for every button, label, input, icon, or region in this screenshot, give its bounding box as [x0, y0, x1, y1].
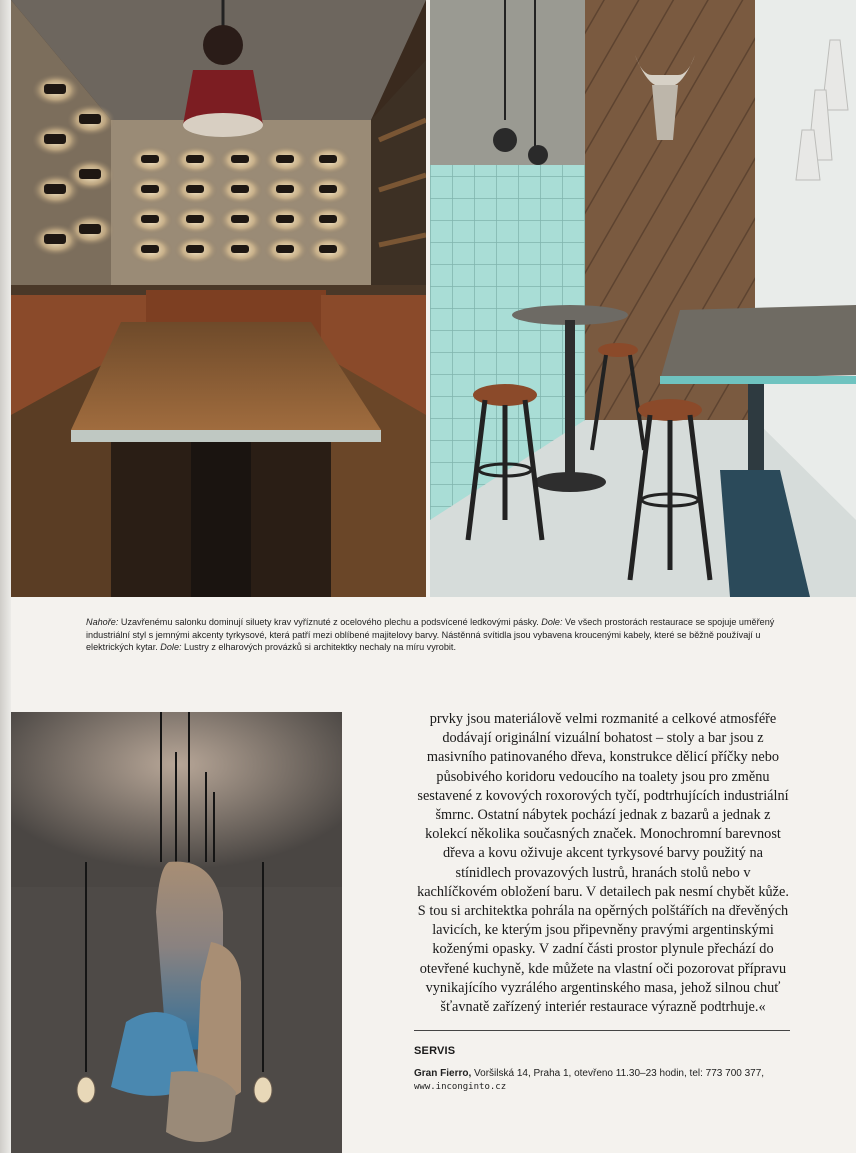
servis-heading: SERVIS: [414, 1045, 456, 1057]
caption-text-bottom-1: Ve všech prostorách restaurace se spojuje uměřený industriální styl s jemnými akcenty tyrkysové, která patří mezi oblíbené majitelovy barvy. Nástěnná svítidla jsou vybavena kroucenými kabely, které se běžně používají u elektrických kytar.: [86, 617, 775, 653]
restaurant-url[interactable]: www.inconginto.cz: [414, 1082, 507, 1092]
caption-label-bottom-1: Dole:: [541, 617, 563, 627]
caption-label-top: Nahoře:: [86, 617, 119, 627]
photo-cow-silhouette-room: [11, 0, 426, 597]
servis-divider: [414, 1030, 790, 1031]
photo-rope-chandeliers: [11, 712, 342, 1153]
article-body-text: prvky jsou materiálově velmi rozmanité a celkové atmosféře dodávají originální vizuální bohatost – stoly a bar jsou z masivního patinovaného dřeva, konstrukce dělicí příčky nebo působivého koridoru vedoucího na toalety jsou pro změnu sestavené z kovových roxorových tyčí, podtrhujících industriální šmrnc. Ostatní nábytek pochází jednak z bazarů a jednak z kolekcí několika současných značek. Monochromní barevnost dřeva a kovu oživuje akcent tyrkysové barvy použitý na stínidlech provazových lustrů, hranách stolů nebo v kachlíčkovém obložení baru. V detailech pak nesmí chybět kůže. S tou si architektka pohrála na opěrných polštářích na dřevěných lavicích, ke kterým jsou připevněny pravými argentinskými koženými opasky. V zadní části prostor plynule přechází do otevřené kuchyně, kde můžete na vlastní oči pozorovat přípravu vynikajícího vyzrálého argentinského masa, jehož silnou chuť šťavnatě zařízený interiér restaurace výrazně podtrhuje.«: [417, 711, 789, 1016]
caption-text-top: Uzavřenému salonku dominují siluety krav vyříznuté z ocelového plechu a podsvícené ledkovými pásky.: [118, 617, 542, 627]
photo-caption: [86, 616, 786, 654]
caption-label-bottom-2: Dole:: [160, 642, 182, 653]
page-gutter: [0, 0, 11, 1153]
servis-info: [414, 1067, 790, 1094]
restaurant-name: Gran Fierro,: [414, 1068, 472, 1079]
caption-text-bottom-2: Lustry z elharových provázků si architektky nechaly na míru vyrobit.: [181, 642, 456, 653]
photo-bar-stools-tiles: [430, 0, 856, 597]
restaurant-details: Voršilská 14, Praha 1, otevřeno 11.30–23 hodin, tel: 773 700 377,: [471, 1068, 765, 1079]
